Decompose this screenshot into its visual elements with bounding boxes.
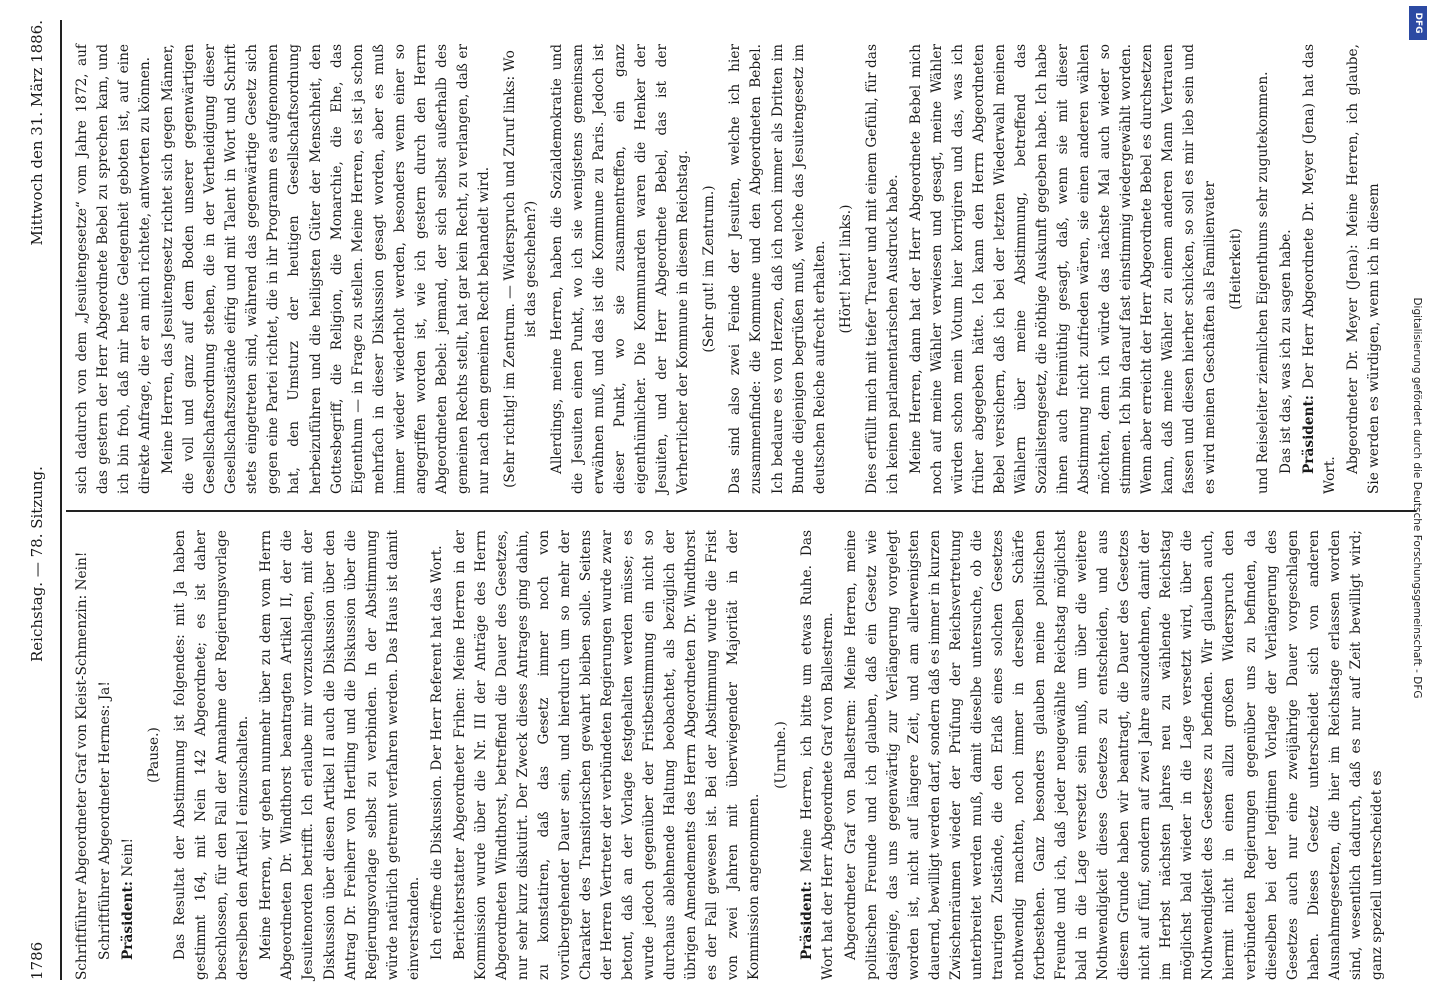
interjection: (Unruhe.): [772, 721, 789, 789]
paragraph-text: Meine Herren, ich bitte um etwas Ruhe. Das Wort hat der Herr Abgeordnete Graf von Ballestrem.: [798, 530, 836, 980]
paragraph-text: Ich eröffne die Diskussion. Der Herr Referent hat das Wort.: [428, 545, 445, 960]
paragraph-text: Der Herr Abgeordnete Dr. Meyer (Jena) hat das Wort.: [1300, 44, 1338, 494]
paragraph-text: Schriftführer Abgeordneter Graf von Kleist-Schmenzin: Nein!: [74, 551, 90, 980]
speaker-label: Präsident:: [120, 881, 137, 960]
dfg-logo: [1409, 6, 1427, 40]
digitization-credit: [1406, 8, 1428, 988]
paragraph-text: Schriftführer Abgeordneter Hermes: Ja!: [97, 681, 114, 960]
paragraph: [547, 44, 694, 494]
running-head: [28, 20, 56, 980]
interjection: (Sehr richtig! im Zentrum. — Widerspruch und Zuruf links: Wo ist das geschehen?): [501, 50, 539, 488]
paragraph-text: Nein!: [120, 837, 137, 882]
paragraph-text: Das Resultat der Abstimmung ist folgendes: mit Ja haben gestimmt 164, mit Nein 142 Abgeordnete; es ist daher beschlossen, für den Fall der Annahme der Regierungsvorlage derselben den Artikel I einzuschalten.: [172, 530, 252, 980]
page-title: Reichstag. — 78. Sitzung.: [28, 466, 46, 662]
dfg-logo-text: DFG: [1413, 12, 1423, 34]
paragraph: [72, 530, 93, 980]
paragraph: [862, 44, 904, 494]
left-column: [72, 530, 1390, 980]
paragraph-text: Abgeordneter Graf von Ballestrem: Meine Herren, meine politischen Freunde und ich glauben, daß ein Gesetz wie dasjenige, das uns gegenwärtig zur Verlängerung vorgelegt worden ist, nicht auf längere Zeit, und am allerwenigsten dauernd, bewilligt werden darf, sondern daß es immer in kurzen Zwischenräumen wieder der Prüfung der Reichsvertretung unterbreitet werden muß, damit dieselbe untersuche, ob die traurigen Zustände, die den Erlaß eines solchen Gesetzes nothwendig machten, noch immer in derselben Schärfe fortbestehen. Ganz besonders glauben meine politischen Freunde und ich, daß jeder neugewählte Reichstag möglichst bald in die Lage versetzt sein muß, um über die weitere Nothwendigkeit dieses Gesetzes zu entscheiden, und aus diesem Grunde haben wir beantragt, die Dauer des Gesetzes nicht auf fünf, sondern auf zwei Jahre auszudehnen, damit der im Herbst nächsten Jahres neu zu wählende Reichstag möglichst bald wieder in die Lage versetzt wird, über die Nothwendigkeit des Gesetzes zu befinden. Wir glauben auch, hiermit nicht in einen allzu großen Widerspruch den verbündeten Regierungen gegenüber uns zu befinden, da dieselben bei der legitimen Vorlage der Verlängerung des Gesetzes auch nur eine zweijährige Dauer vorgeschlagen haben. Dieses Gesetz unterscheidet sich von anderen Ausnahmegesetzen, die hier im Reichstage erlassen worden sind, wesentlich dadurch, daß es nur auf Zeit bewilligt wird; ganz speziell unterscheidet es: [842, 530, 1385, 980]
paragraph: [170, 530, 254, 980]
paragraph: [1299, 44, 1341, 494]
paragraph-text: Berichterstatter Abgeordneter Frihen: Meine Herren in der Kommission wurde über die Nr. III der Anträge des Herrn Abgeordneten Windthorst, betreffend die Dauer des Gesetzes, nur sehr kurz diskutirt. Der Zweck dieses Antrages ging dahin, zu konstatiren, daß das Gesetz immer noch von vorübergehender Dauer sein, und hierdurch um so mehr der Charakter des Transitorischen gewahrt bleiben solle. Seitens der Herren Vertreter der verbündeten Regierungen wurde zwar betont, daß an der Vorlage festgehalten werden müsse; es wurde jedoch gegenüber der Fristbestimmung ein nicht so durchaus ablehnende Haltung beobachtet, als bezüglich der übrigen Amendements des Herrn Abgeordneten Dr. Windthorst es der Fall gewesen ist. Bei der Abstimmung wurde die Frist von zwei Jahren mit überwiegender Majorität in der Kommission angenommen.: [451, 530, 763, 980]
paragraph: [158, 44, 495, 494]
paragraph-text: Meine Herren, das Jesuitengesetz richtet sich gegen Männer, die voll und ganz auf dem Boden unserer gegenwärtigen Gesellschaftsordnung stehen, die in der Vertheidigung dieser Gesellschaftszustände eifrig und mit Talent in Wort und Schrift stets eingetreten sind, während das gegenwärtige Gesetz sich gegen eine Partei richtet, die in ihr Programm es aufgenommen hat, den Umsturz der heutigen Gesellschaftsordnung herbeizuführen und die heiligsten Güter der Menschheit, den Gottesbegriff, die Religion, die Monarchie, die Ehe, das Eigenthum — in Frage zu stellen. Meine Herren, es ist ja schon mehrfach in dieser Diskussion gesagt worden, aber es muß immer wieder wiederholt werden, besonders wenn einer so angegriffen worden ist, wie ich gestern durch den Herrn Abgeordneten Bebel: jemand, der sich selbst außerhalb des gemeinen Rechts stellt, hat gar kein Recht, zu verlangen, daß er nur nach dem gemeinen Recht behandelt wird.: [160, 44, 492, 494]
interjection: (Sehr gut! im Zentrum.): [701, 185, 718, 353]
paragraph: [118, 530, 139, 980]
paragraph-text: Meine Herren, dann hat der Herr Abgeordnete Bebel mich noch auf meine Wähler verwiesen und gesagt, meine Wähler würden schon mein Votum hier korrigiren und das, was ich früher abgegeben hätte. Ich kann den Herrn Abgeordneten Bebel versichern, daß ich bei der letzten Wiederwahl meinen Wählern über meine Abstimmung, betreffend das Sozialistengesetz, die nöthige Auskunft gegeben habe. Ich habe ihnen auch freimüthig gesagt, daß, wenn sie mit dieser Abstimmung nicht zufrieden wären, sie einen anderen wählen möchten, denn ich würde das nächste Mal auch wieder so stimmen. Ich bin darauf fast einstimmig wiedergewählt worden. Wenn aber erreicht der Herr Abgeordnete Bebel es durchsetzen kann, daß meine Wähler zu einem anderen Mann Vertrauen fassen und diesen hierher schicken, so soll es mir lieb sein und es wird meinen Geschäften als Familienvater: [907, 44, 1219, 494]
paragraph-text: Dies erfüllt mich mit tiefer Trauer und mit einem Gefühl, für das ich keinen parlamentarischen Ausdruck habe.: [863, 44, 901, 494]
paragraph: [95, 530, 116, 980]
column-divider: [66, 510, 1416, 512]
interjection: (Hört! hört! links.): [837, 204, 854, 334]
interjection: (Heiterkeit): [1228, 228, 1245, 310]
right-column: [72, 44, 1387, 494]
paragraph: [72, 44, 156, 494]
paragraph-text: sich dadurch von dem „Jesuitengesetze“ vom Jahre 1872, auf das gestern der Herr Abgeordnete Bebel zu sprechen kam, und ich bin froh, daß mir heute Gelegenheit geboten ist, auf eine direkte Anfrage, die er an mich richtete, antworten zu können.: [74, 44, 154, 494]
paragraph: [1253, 44, 1274, 494]
paragraph-text: und Reiseleiter ziemlichen Eigenthums sehr zugutekommen.: [1254, 71, 1271, 494]
paragraph: [427, 530, 448, 980]
page-number: 1786: [28, 941, 46, 980]
paragraph: [906, 44, 1222, 494]
paragraph: [725, 44, 830, 494]
paragraph-text: Das ist das, was ich zu sagen habe.: [1277, 229, 1294, 474]
paragraph: [1276, 44, 1297, 494]
speaker-label: Präsident:: [798, 881, 815, 960]
paragraph: [1343, 44, 1385, 494]
header-rule: [60, 20, 62, 980]
paragraph-text: Das sind also zwei Feinde der Jesuiten, welche ich hier zusammenfinde: die Kommune und den Abgeordneten Bebel. Ich bedaure es von Herzen, daß ich noch immer als Dritten im Bunde diejenigen begrüßen muß, welche das Jesuitengesetz im deutschen Reiche aufrecht erhalten.: [727, 44, 828, 494]
paragraph-text: Meine Herren, wir gehen nunmehr über zu dem vom Herrn Abgeordneten Dr. Windthorst beantragten Artikel II, der die Jesuitenorden betrifft. Ich erlaube mir vorzuschlagen, mit der Diskussion über diesen Artikel II auch die Diskussion über den Antrag Dr. Freiherr von Hertling und die Diskussion über die Regierungsvorlage selbst zu verbinden. In der Abstimmung würde natürlich getrennt verfahren werden. Das Haus ist damit einverstanden.: [258, 530, 422, 980]
paragraph: [256, 530, 424, 980]
paragraph: [797, 530, 839, 980]
paragraph: [450, 530, 766, 980]
paragraph-text: Allerdings, meine Herren, haben die Sozialdemokratie und die Jesuiten einen Punkt, wo ich sie wenigstens gemeinsam erwähnen muß, und das ist die Kommune zu Paris. Jedoch ist dieser Punkt, wo sie zusammentreffen, ein ganz eigenthümlicher. Die Kommunarden waren die Henker der Jesuiten, und der Herr Abgeordnete Bebel, das ist der Verherrlicher der Kommune in diesem Reichstag.: [549, 44, 692, 494]
paragraph-text: Abgeordneter Dr. Meyer (Jena): Meine Herren, ich glaube, Sie werden es würdigen, wenn ich in diesem: [1344, 44, 1382, 494]
session-date: Mittwoch den 31. März 1886.: [28, 20, 46, 246]
interjection: (Pause.): [146, 727, 163, 783]
speaker-label: Präsident:: [1300, 395, 1317, 474]
credit-text: Digitalisierung gefördert durch die Deutsche Forschungsgemeinschaft - DFG: [1411, 297, 1423, 699]
paragraph: [841, 530, 1388, 980]
newspaper-page: [0, 20, 1432, 980]
